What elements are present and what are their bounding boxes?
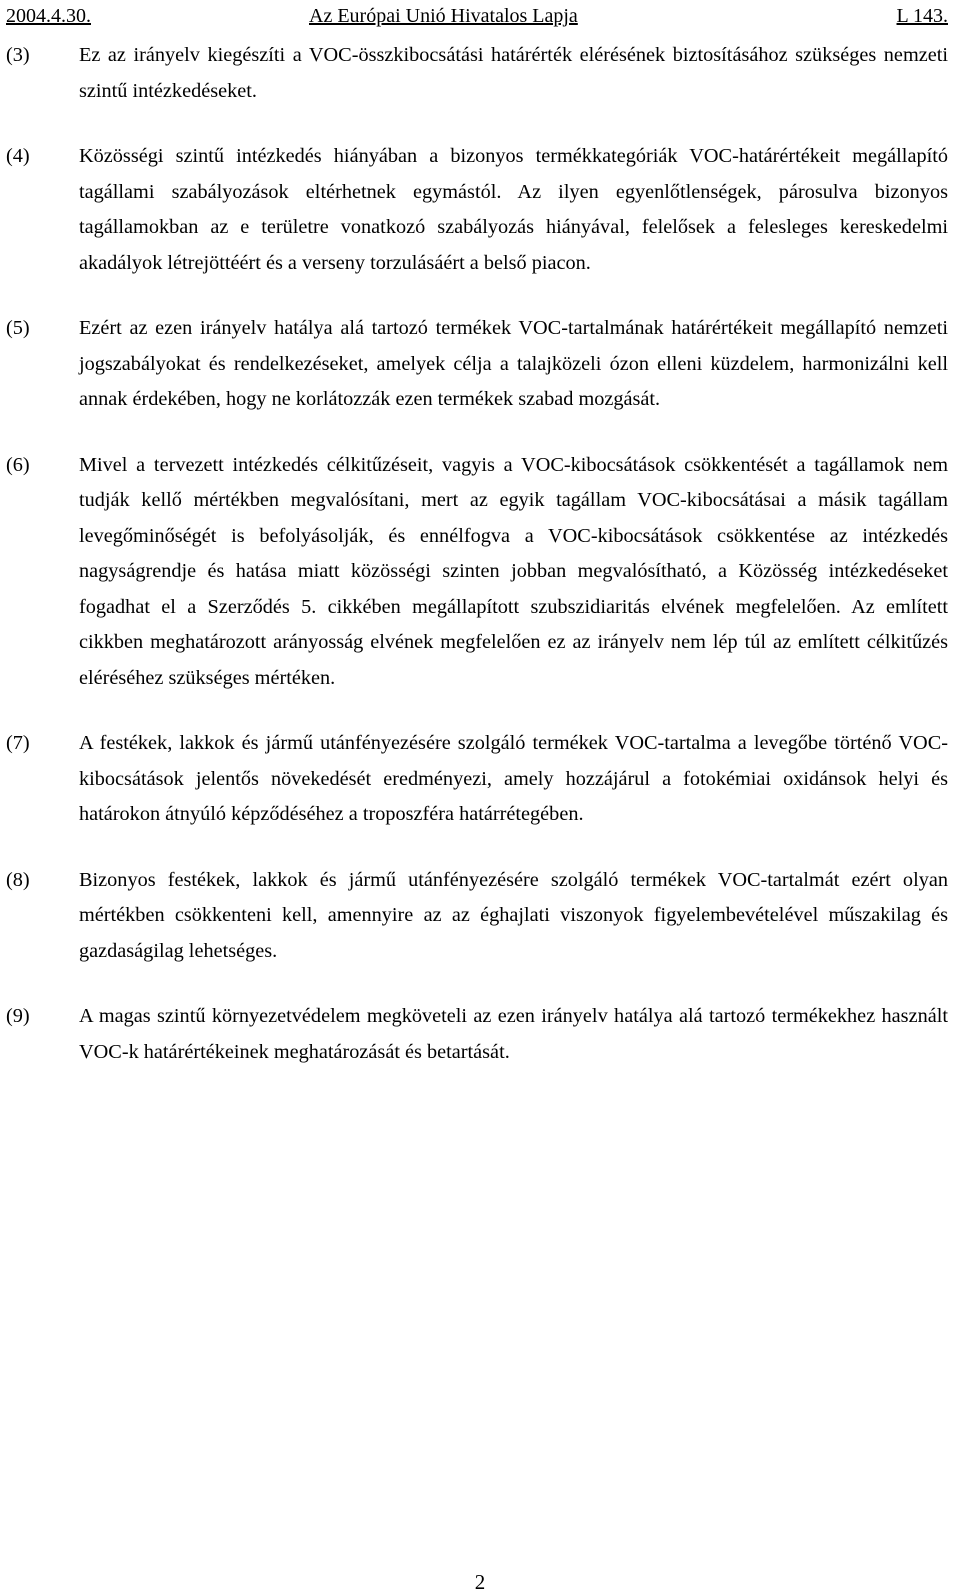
recital-text: Mivel a tervezett intézkedés célkitűzéseit, vagyis a VOC-kibocsátások csökkentését a tagállamok nem tudják kellő mértékben megvalósítani, mert az egyik tagállam VOC-kibocsátásai a másik tagállam levegőminőségét is befolyásolják, és ennélfogva a VOC-kibocsátások csökkentése az intézkedés nagyságrendje és hatása miatt közösségi szinten jobban megvalósítható, a Közösség intézkedéseket fogadhat el a Szerződés 5. cikkében megállapított szubszidiaritás elvének megfelelően. Az említett cikkben meghatározott arányosság elvének megfelelően ez az irányelv nem lép túl az említett célkitűzés eléréséhez szükséges mértéken. — [79, 453, 948, 689]
recital-7 — [6, 726, 948, 833]
recital-number: (4) — [6, 145, 30, 167]
page-number: 2 — [474, 1570, 486, 1594]
recital-text: A magas szintű környezetvédelem megköveteli az ezen irányelv hatálya alá tartozó termékekhez használt VOC-k határértékeinek meghatározását és betartását. — [79, 1005, 948, 1063]
header-page-reference: L 143. — [896, 5, 948, 27]
recital-9 — [6, 999, 948, 1070]
recital-6 — [6, 448, 948, 697]
recital-text: A festékek, lakkok és jármű utánfényezésére szolgáló termékek VOC-tartalma a levegőbe történő VOC-kibocsátások jelentős növekedését eredményezi, amely hozzájárul a fotokémiai oxidánsok helyi és határokon átnyúló képződéséhez a troposzféra határrétegében. — [79, 732, 948, 825]
recital-5 — [6, 311, 948, 418]
page-header — [6, 3, 948, 31]
recital-8 — [6, 863, 948, 970]
recital-number: (5) — [6, 317, 30, 339]
recital-text: Ezért az ezen irányelv hatálya alá tartozó termékek VOC-tartalmának határértékeit megállapító nemzeti jogszabályokat és rendelkezéseket, amelyek célja a talajközeli ózon elleni küzdelem, harmonizálni kell annak érdekében, hogy ne korlátozzák ezen termékek szabad mozgását. — [79, 317, 948, 410]
header-journal-title: Az Európai Unió Hivatalos Lapja — [309, 5, 578, 27]
recital-number: (3) — [6, 44, 30, 66]
document-body — [6, 38, 948, 1100]
recital-text: Bizonyos festékek, lakkok és jármű utánfényezésére szolgáló termékek VOC-tartalmát ezért olyan mértékben csökkenteni kell, amennyire az az éghajlati viszonyok figyelembevételével műszakilag és gazdaságilag lehetséges. — [79, 868, 948, 962]
recital-3 — [6, 38, 948, 109]
recital-4 — [6, 139, 948, 281]
recital-number: (9) — [6, 1005, 30, 1027]
header-date: 2004.4.30. — [6, 5, 91, 27]
recital-number: (6) — [6, 453, 30, 476]
recital-text: Ez az irányelv kiegészíti a VOC-összkibocsátási határérték elérésének biztosításához szükséges nemzeti szintű intézkedéseket. — [79, 44, 948, 102]
recital-number: (7) — [6, 732, 30, 754]
recital-number: (8) — [6, 868, 30, 891]
recital-text: Közösségi szintű intézkedés hiányában a bizonyos termékkategóriák VOC-határértékeit megállapító tagállami szabályozások eltérhetnek egymástól. Az ilyen egyenlőtlenségek, párosulva bizonyos tagállamokban az e területre vonatkozó szabályozás hiányával, felelősek a felesleges kereskedelmi akadályok létrejöttéért és a verseny torzulásáért a belső piacon. — [79, 145, 948, 274]
